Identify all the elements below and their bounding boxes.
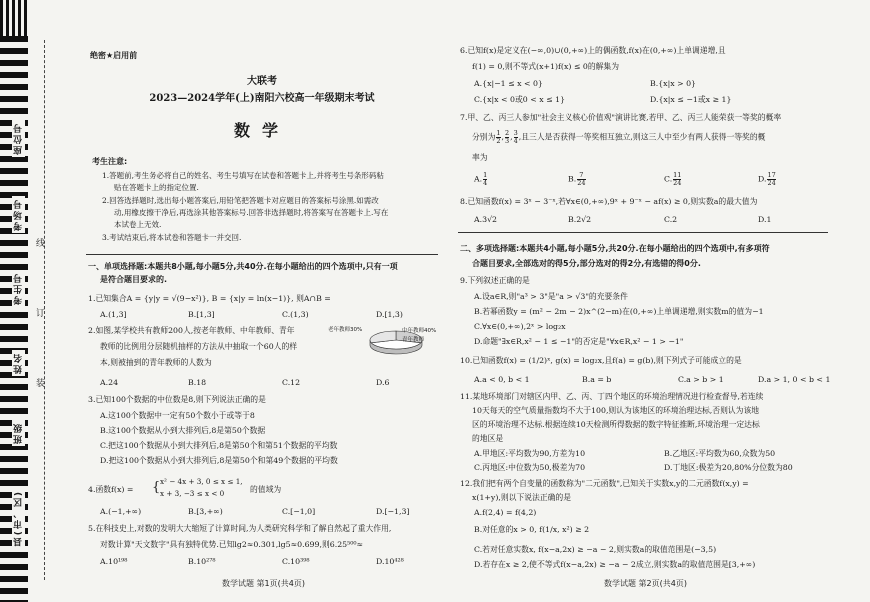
q10-option-d: D.a > 1, 0 < b < 1 bbox=[758, 375, 831, 384]
denominator: 2 bbox=[496, 137, 501, 145]
numerator: 3 bbox=[513, 129, 518, 137]
question-12-cont: x(1+y),则以下说法正确的是 bbox=[472, 493, 572, 502]
q1-option-c: C.(1,3) bbox=[282, 310, 309, 319]
note-line: 动,用橡皮擦干净后,再选涂其他答案标号.回答非选择题时,将答案写在答题卡上.写在 bbox=[114, 208, 389, 217]
q2-option-b: B.18 bbox=[188, 378, 207, 387]
question-9: 9.下列叙述正确的是 bbox=[460, 276, 530, 285]
q3-option-c: C.把这100个数据从小到大排列后,8是第50个和第51个数据的平均数 bbox=[100, 441, 338, 450]
bind-word: 装 bbox=[36, 379, 46, 389]
numerator: 7 bbox=[577, 172, 585, 180]
q7-option-a bbox=[474, 172, 488, 187]
secret-mark: 绝密★启用前 bbox=[90, 51, 138, 60]
question-5: 5.在科技史上,对数的发明大大缩短了计算时间,为人类研究科学和了解自然起了重大作用, bbox=[88, 524, 392, 533]
q6-option-a: A.{x|−1 ≤ x < 0} bbox=[474, 79, 543, 88]
page1-footer: 数学试题 第1页(共4页) bbox=[222, 579, 305, 588]
question-7-cont: 率为 bbox=[472, 153, 488, 162]
section1-heading: 一、单项选择题:本题共8小题,每小题5分,共40分.在每小题给出的四个选项中,只有一项 bbox=[88, 262, 398, 271]
note-line: 本试卷上无效. bbox=[114, 220, 162, 229]
q7-option-b bbox=[568, 172, 587, 187]
q1-option-b: B.[1,3] bbox=[188, 310, 215, 319]
name-label: 姓名 bbox=[14, 352, 24, 374]
exam-id-label: 考生号 bbox=[14, 272, 24, 305]
q12-option-a: A.f(2,4) = f(4,2) bbox=[474, 508, 537, 517]
question-10: 10.已知函数f(x) = (1/2)ˣ, g(x) = log₂x,且f(a) = g(b),则下列式子可能成立的是 bbox=[460, 356, 742, 365]
q8-option-a: A.3√2 bbox=[474, 215, 497, 224]
q5-option-c: C.10³⁹⁸ bbox=[282, 557, 310, 566]
option-letter: A. bbox=[474, 174, 483, 184]
q9-option-d: D.命题"∃x∈R,x² − 1 ≤ −1"的否定是"∀x∈R,x² − 1 > −1" bbox=[474, 337, 684, 346]
question-11-cont: 10天每天的空气质量指数均不大于100,则认为该地区的环境治理达标,否则认为该地 bbox=[472, 406, 760, 415]
q8-option-b: B.2√2 bbox=[568, 215, 592, 224]
q11-option-c: C.丙地区:中位数为50,极差为70 bbox=[474, 463, 586, 472]
q7-frac-3 bbox=[514, 130, 518, 145]
q4-option-a: A.(−1,+∞) bbox=[100, 507, 142, 516]
option-letter: B. bbox=[568, 174, 577, 184]
q7-prefix: 分别为 bbox=[472, 132, 496, 142]
q2-option-d: D.6 bbox=[376, 378, 390, 387]
question-2: 2.如图,某学校共有教师200人,按老年教师、中年教师、青年 bbox=[88, 326, 295, 335]
q4-option-c: C.[−1,0] bbox=[282, 507, 316, 516]
notes-heading: 考生注意: bbox=[92, 157, 128, 166]
q12-option-b: B.对任意的x > 0, f(1/x, x²) ≥ 2 bbox=[474, 525, 590, 534]
numerator: 11 bbox=[673, 171, 682, 179]
option-letter: C. bbox=[664, 174, 673, 184]
denominator: 4 bbox=[483, 179, 488, 187]
option-frac bbox=[483, 172, 487, 187]
q5-option-b: B.10²⁷⁸ bbox=[188, 557, 216, 566]
q4-case-1: x² − 4x + 3, 0 ≤ x ≤ 1, bbox=[160, 477, 243, 486]
numerator: 1 bbox=[496, 129, 501, 137]
option-frac bbox=[577, 172, 585, 187]
q5-option-a: A.10¹⁹⁸ bbox=[100, 557, 128, 566]
note-line: 1.答题前,考生务必将自己的姓名、考生号填写在试卷和答题卡上,并将考生号条形码粘 bbox=[102, 171, 384, 180]
q4-option-b: B.[3,+∞) bbox=[188, 507, 223, 516]
q1-option-a: A.(1,3] bbox=[100, 310, 127, 319]
numerator: 1 bbox=[483, 171, 488, 179]
chart-label-young: 青年教师 bbox=[402, 337, 425, 343]
q7-option-d bbox=[758, 172, 777, 187]
question-11-cont: 的地区是 bbox=[472, 434, 504, 443]
q2-option-c: C.12 bbox=[282, 378, 301, 387]
denominator: 3 bbox=[505, 137, 510, 145]
denominator: 24 bbox=[577, 179, 586, 187]
option-frac bbox=[673, 172, 681, 187]
q6-option-c: C.{x|x < 0或0 < x ≤ 1} bbox=[474, 95, 566, 104]
question-4: 4.函数f(x) = bbox=[88, 485, 134, 494]
q7-option-c bbox=[664, 172, 682, 187]
question-3: 3.已知100个数据的中位数是8,则下列说法正确的是 bbox=[88, 395, 266, 404]
class-label: 班级 bbox=[14, 422, 24, 444]
question-11-cont: 区的环境治理不达标.根据连续10天检测所得数据的数字特征推断,环境治理一定达标 bbox=[472, 420, 760, 429]
barcode-strip bbox=[0, 0, 28, 36]
section2-heading: 二、多项选择题:本题共4小题,每小题5分,共20分.在每小题给出的四个选项中,有多项符 bbox=[460, 244, 770, 253]
question-5-cont: 对数计算"天文数字"具有独特优势.已知lg2≈0.301,lg5≈0.699,则6.25⁵⁰⁰≈ bbox=[100, 540, 364, 549]
q7-frac-1 bbox=[496, 130, 500, 145]
q10-option-c: C.a > b > 1 bbox=[678, 375, 724, 384]
q8-option-d: D.1 bbox=[758, 215, 772, 224]
option-frac bbox=[767, 172, 775, 187]
section1-heading-cont: 是符合题目要求的. bbox=[100, 275, 168, 284]
q9-option-b: B.若幂函数y = (m² − 2m − 2)x^(2−m)在(0,+∞)上单调递增,则实数m的值为−1 bbox=[474, 307, 764, 316]
divider bbox=[86, 254, 438, 255]
q10-option-a: A.a < 0, b < 1 bbox=[474, 375, 530, 384]
q3-option-a: A.这100个数据中一定有50个数小于或等于8 bbox=[100, 411, 255, 420]
q6-option-d: D.{x|x ≤ −1或x ≥ 1} bbox=[650, 95, 732, 104]
seat-label: 座位号 bbox=[14, 122, 24, 155]
county-label: 县(市、区) bbox=[14, 490, 24, 547]
exam-title: 2023—2024学年(上)南阳六校高一年级期末考试 bbox=[149, 93, 375, 104]
denominator: 4 bbox=[513, 137, 518, 145]
q3-option-d: D.把这100个数据从小到大排列后,8是第50个和第49个数据的平均数 bbox=[100, 456, 338, 465]
section2-heading-cont: 合题目要求,全部选对的得5分,部分选对的得2分,有选错的得0分. bbox=[472, 259, 701, 268]
q3-option-b: B.这100个数据从小到大排列后,8是第50个数据 bbox=[100, 426, 266, 435]
q4-option-d: D.[−1,3] bbox=[376, 507, 410, 516]
question-2-cont: 教师的比例用分层随机抽样的方法从中抽取一个60人的样 bbox=[100, 342, 298, 351]
q10-option-b: B.a = b bbox=[582, 375, 612, 384]
denominator: 24 bbox=[673, 179, 682, 187]
q2-option-a: A.24 bbox=[100, 378, 119, 387]
note-line: 3.考试结束后,将本试卷和答题卡一并交回. bbox=[102, 233, 242, 242]
q4-case-2: x + 3, −3 ≤ x < 0 bbox=[160, 489, 225, 498]
numerator: 2 bbox=[505, 129, 510, 137]
subject-title: 数学 bbox=[233, 121, 290, 140]
q11-option-a: A.甲地区:平均数为90,方差为10 bbox=[474, 449, 586, 458]
numerator: 17 bbox=[767, 171, 776, 179]
q12-option-d: D.若存在x ≥ 2,使不等式f(x−a,2x) ≥ −a − 2成立,则实数a的取值范围是[3,+∞) bbox=[474, 560, 756, 569]
divider bbox=[458, 232, 828, 233]
denominator: 24 bbox=[767, 179, 776, 187]
q7-suffix: ,且三人是否获得一等奖相互独立,则这三人中至少有两人获得一等奖的概 bbox=[518, 132, 766, 142]
page2-footer: 数学试题 第2页(共4页) bbox=[604, 579, 687, 588]
q5-option-d: D.10⁴²⁸ bbox=[376, 557, 404, 566]
question-11: 11.某地环境部门对辖区内甲、乙、丙、丁四个地区的环境治理情况进行检查督导,若连续 bbox=[460, 392, 764, 401]
q7-frac-2 bbox=[505, 130, 509, 145]
question-1: 1.已知集合A = {y|y = √(9−x²)}, B = {x|y = ln(x−1)}, 则A∩B = bbox=[88, 294, 331, 303]
question-6-cont: f(1) = 0,则不等式(x+1)f(x) ≤ 0的解集为 bbox=[472, 62, 620, 71]
brace: { bbox=[152, 480, 161, 495]
q8-option-c: C.2 bbox=[664, 215, 678, 224]
q1-option-d: D.[1,3) bbox=[376, 310, 403, 319]
question-8: 8.已知函数f(x) = 3ˣ − 3⁻ˣ,若∀x∈(0,+∞),9ˣ + 9⁻ˣ − af(x) ≥ 0,则实数a的最大值为 bbox=[460, 197, 758, 206]
note-line: 贴在答题卡上的指定位置. bbox=[114, 183, 199, 192]
binding-margin bbox=[0, 0, 56, 602]
q11-option-b: B.乙地区:平均数为60,众数为50 bbox=[664, 449, 776, 458]
question-2-cont: 本,则被抽到的青年教师的人数为 bbox=[100, 358, 212, 367]
q11-option-d: D.丁地区:极差为20,80%分位数为80 bbox=[664, 463, 793, 472]
question-6: 6.已知f(x)是定义在(−∞,0)∪(0,+∞)上的偶函数,f(x)在(0,+∞)上单调递增,且 bbox=[460, 46, 726, 55]
question-7: 7.甲、乙、丙三人参加"社会主义核心价值观"演讲比赛,若甲、乙、丙三人能荣获一等奖的概率 bbox=[460, 113, 782, 122]
question-7-cont: 分别为 $\frac{1}{2}$ , $\frac{2}{3}$ , $\frac{3}{4}$ ,且三人是否获得一等奖相互独立,则这三人中至少有两人获得一等奖的概 bbox=[472, 129, 766, 145]
q9-option-a: A.设a∈R,则"a³ > 3"是"a > √3"的充要条件 bbox=[474, 292, 628, 301]
staple-word: 订 bbox=[36, 309, 46, 319]
q6-option-b: B.{x|x > 0} bbox=[650, 79, 697, 88]
note-line: 2.回答选择题时,选出每小题答案后,用铅笔把答题卡对应题目的答案标号涂黑.如需改 bbox=[102, 196, 379, 205]
exam-room-label: 考场号 bbox=[14, 198, 24, 231]
question-4-tail: 的值域为 bbox=[250, 485, 282, 494]
q12-option-c: C.若对任意实数x, f(x−a,2x) ≥ −a − 2,则实数a的取值范围是(−3,5) bbox=[474, 545, 717, 554]
chart-label-mid: 中年教师40% bbox=[402, 328, 437, 334]
question-12: 12.我们把有两个自变量的函数称为"二元函数",已知关于实数x,y的二元函数f(x,y) = bbox=[460, 479, 749, 488]
line-word: 线 bbox=[36, 239, 46, 249]
option-letter: D. bbox=[758, 174, 767, 184]
q9-option-c: C.∀x∈(0,+∞),2ˣ > log₂x bbox=[474, 322, 566, 331]
chart-label-old: 老年教师30% bbox=[328, 327, 363, 333]
union-title: 大联考 bbox=[247, 76, 277, 87]
